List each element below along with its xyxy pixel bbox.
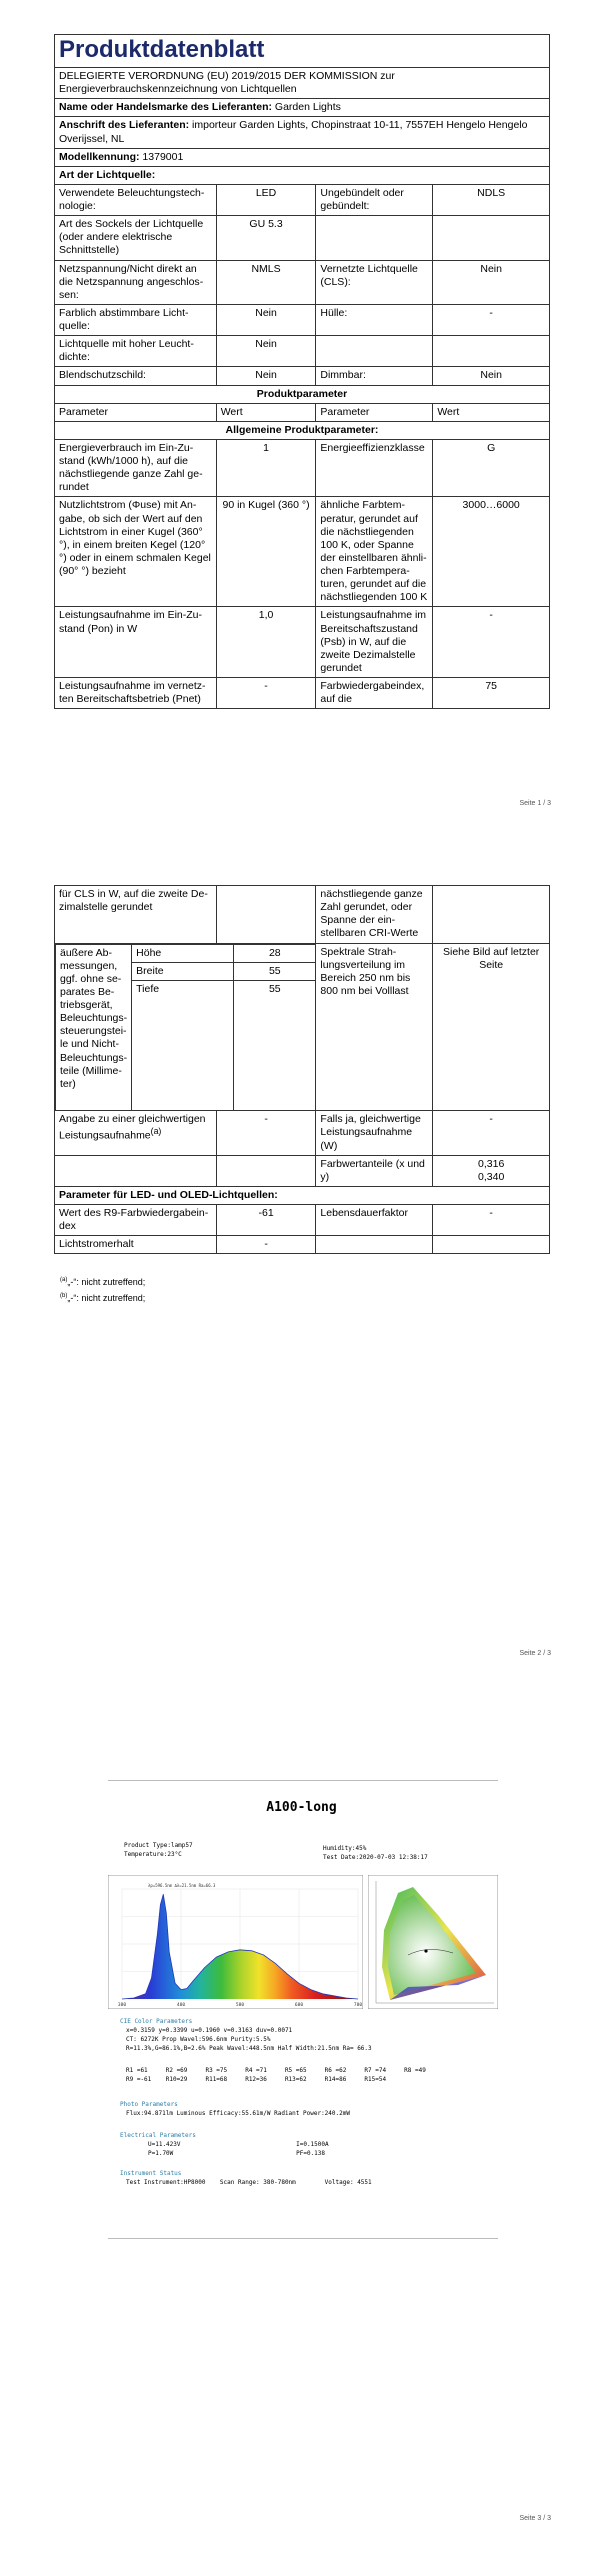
type-value: LED <box>216 184 316 215</box>
param-row <box>55 607 550 678</box>
general-params-header: Allgemeine Produktparameter: <box>55 421 550 439</box>
x-tick-label: 580 <box>235 2003 245 2008</box>
page-number: Seite 3 / 3 <box>519 2515 551 2522</box>
address-row <box>55 117 550 148</box>
footnote-b-mark: (b) <box>60 1293 68 1299</box>
type-label: Blendschutzschild: <box>55 367 217 385</box>
equiv-label-cell <box>55 1111 217 1155</box>
type-value-2 <box>433 216 550 260</box>
footnote-a: $^{(a)}$„-“: nicht zutreffend; <box>60 1277 146 1287</box>
x-tick-label: 780 <box>353 2003 363 2008</box>
cie-line-3: R=11.3%,G=86.1%,B=2.6% Peak Wavel:448.5nm Half Width:21.5nm Ra= 66.3 <box>126 2045 372 2052</box>
equiv2-label: Falls ja, gleichwertige Leistungsaufnahme (W) <box>316 1111 433 1155</box>
photo-line: Flux:94.871lm Luminous Efficacy:55.61m/W Radiant Power:240.2mW <box>126 2110 350 2117</box>
type-label-2: Dimmbar: <box>316 367 433 385</box>
document-title: Produktdatenblatt <box>55 35 550 68</box>
dimensions-row <box>55 943 550 1111</box>
param-value: 1 <box>216 439 316 497</box>
type-value: Nein <box>216 367 316 385</box>
equiv-value: - <box>216 1111 316 1155</box>
type-row <box>55 216 550 260</box>
type-row <box>55 336 550 367</box>
r9-label: Wert des R9-Farbwiedergabeindex <box>55 1205 217 1236</box>
temperature: Temperature:23°C <box>124 1851 182 1858</box>
cie-line-1: x=0.3159 y=0.3399 u=0.1960 v=0.3163 duv=0.0071 <box>126 2027 293 2034</box>
param-label-2: ähnliche Farbtemperatur, gerundet auf die nächstliegenden 100 K, oder Spanne der einstellbaren ähnlichen Farbtemperaturen, gerundet auf die nächstliegenden 100 K <box>316 497 433 607</box>
supplier-name-label: Name oder Handelsmarke des Lieferanten: <box>59 101 272 114</box>
color-label: Farbwertanteile (x und y) <box>316 1155 433 1186</box>
cont-label: für CLS in W, auf die zweite Dezimalstelle gerundet <box>55 886 217 944</box>
r-values-row-2: R9 =-61 R10=29 R11=68 R12=36 R13=62 R14=86 R15=54 <box>126 2076 387 2083</box>
param-value-2: 75 <box>433 678 550 709</box>
continued-row <box>55 886 550 944</box>
r9-row <box>55 1205 550 1236</box>
product-params-header: Produktparameter <box>55 385 550 403</box>
param-label: Leistungsaufnahme im Ein-Zustand (Pon) in W <box>55 607 217 678</box>
page-3 <box>0 1700 603 2560</box>
dim-name: Breite <box>132 962 234 980</box>
param-row <box>55 678 550 709</box>
inst-header: Instrument Status <box>120 2170 182 2177</box>
spectrum-note: λp=596.5nm Δλ=21.5nm Ra=66.3 <box>148 1883 216 1888</box>
type-label: Verwendete Beleuchtungstechnologie: <box>55 184 217 215</box>
type-label-2: Vernetzte Lichtquelle (CLS): <box>316 260 433 304</box>
cie-header: CIE Color Parameters <box>120 2018 193 2025</box>
equivalent-row <box>55 1111 550 1155</box>
address-value: importeur Garden Lights, Chopinstraat 10-11, 7557EH Hengelo Hengelo Overijssel, NL <box>59 119 528 145</box>
param-row <box>55 439 550 497</box>
spectral-label: Spektrale Strahlungsverteilung im Bereich 250 nm bis 800 nm bei Volllast <box>316 943 433 1111</box>
supplier-name-value: Garden Lights <box>274 101 341 114</box>
type-label-2: Hülle: <box>316 304 433 335</box>
param-value: 1,0 <box>216 607 316 678</box>
dim-value: 55 <box>234 980 316 1110</box>
equiv2-value: - <box>433 1111 550 1155</box>
r-values-row-1: R1 =61 R2 =69 R3 =75 R4 =71 R5 =65 R6 =62 R7 =74 R8 =49 <box>126 2067 426 2074</box>
model-value: 1379001 <box>142 150 184 163</box>
param-value: - <box>216 678 316 709</box>
dim-name: Tiefe <box>132 980 234 1110</box>
type-row <box>55 260 550 304</box>
col-param-header: Parameter <box>55 403 217 421</box>
param-value-2: - <box>433 607 550 678</box>
model-row <box>55 148 550 166</box>
maintenance-row <box>55 1236 550 1254</box>
footnote-a-mark: (a) <box>60 1277 68 1283</box>
maint-label: Lichtstromerhalt <box>55 1236 217 1254</box>
life-value: - <box>433 1205 550 1236</box>
elec-header: Electrical Parameters <box>120 2132 196 2139</box>
type-label-2: Ungebündelt oder gebündelt: <box>316 184 433 215</box>
spectral-value: Siehe Bild auf letzter Seite <box>433 943 550 1111</box>
dim-value: 28 <box>234 944 316 962</box>
type-label-2 <box>316 216 433 260</box>
datasheet-table-1 <box>54 34 550 709</box>
param-label-2: Leistungsaufnahme im Bereitschaftszustand (Psb) in W, auf die zweite Dezimalstelle gerundet <box>316 607 433 678</box>
outer-dimensions-label: äußere Abmessungen, ggf. ohne separates Betriebsgerät, Beleuchtungssteuerungsteile und Nicht-Beleuchtungsteile (Millimeter) <box>56 944 132 1110</box>
page-2 <box>0 855 603 1685</box>
type-label: Lichtquelle mit hoher Leuchtdichte: <box>55 336 217 367</box>
param-value: 90 in Kugel (360 °) <box>216 497 316 607</box>
type-value-2 <box>433 336 550 367</box>
humidity: Humidity:45% <box>323 1845 367 1852</box>
cie-line-2: CT: 6272K Prop Wavel:596.6nm Purity:5.5% <box>126 2036 271 2043</box>
equiv-label: Angabe zu einer gleichwertigen Leistungsaufnahme <box>59 1113 206 1142</box>
type-value: GU 5.3 <box>216 216 316 260</box>
type-row <box>55 304 550 335</box>
cont-label-2: nächstliegende ganze Zahl gerundet, oder Spanne der einstellbaren CRI-Werte <box>316 886 433 944</box>
type-label: Netzspannung/Nicht direkt an die Netzspannung angeschlossen: <box>55 260 217 304</box>
type-label-2 <box>316 336 433 367</box>
color-value-cell <box>433 1155 550 1186</box>
dimensions-table <box>55 944 315 1111</box>
dim-value: 55 <box>234 962 316 980</box>
footnote-b: $^{(b)}$„-“: nicht zutreffend; <box>60 1293 146 1303</box>
supplier-name-row <box>55 99 550 117</box>
param-label: Nutzlichtstrom (Φuse) mit Angabe, ob sich der Wert auf den Lichtstrom in einer Kugel (360° °), in einem breiten Kegel (120° °) oder in einem schmalen Kegel (90° °) bezieht <box>55 497 217 607</box>
param-row <box>55 497 550 607</box>
type-row <box>55 184 550 215</box>
color-value-y: 0,340 <box>478 1170 505 1183</box>
regulation-text: DELEGIERTE VERORDNUNG (EU) 2019/2015 DER KOMMISSION zur Energieverbrauchskennzeichnung von Lichtquellen <box>55 68 550 99</box>
param-value-2: G <box>433 439 550 497</box>
column-header-row <box>55 403 550 421</box>
report-title: A100-long <box>266 1800 337 1815</box>
col-param-header: Parameter <box>316 403 433 421</box>
life-label: Lebensdauerfaktor <box>316 1205 433 1236</box>
color-row <box>55 1155 550 1186</box>
param-label: Leistungsaufnahme im vernetzten Bereitschaftsbetrieb (Pnet) <box>55 678 217 709</box>
photo-header: Photo Parameters <box>120 2101 178 2108</box>
product-type: Product Type:lamp57 <box>124 1842 193 1849</box>
type-value-2: Nein <box>433 260 550 304</box>
address-label: Anschrift des Lieferanten: <box>59 119 190 132</box>
param-label-2: Farbwiedergabeindex, auf die <box>316 678 433 709</box>
measured-point <box>424 1949 427 1952</box>
dim-name: Höhe <box>132 944 234 962</box>
type-value: Nein <box>216 304 316 335</box>
elec-line-1: U=11.423V I=0.1500A <box>148 2141 329 2148</box>
page-number: Seite 1 / 3 <box>519 800 551 807</box>
x-tick-label: 680 <box>294 2003 304 2008</box>
type-value-2: Nein <box>433 367 550 385</box>
elec-line-2: P=1.70W PF=0.138 <box>148 2150 326 2157</box>
datasheet-table-2 <box>54 885 550 1254</box>
model-label: Modellkennung: <box>59 150 140 163</box>
x-tick-label: 480 <box>176 2003 186 2008</box>
equiv-footnote-mark: (a) <box>150 1126 162 1137</box>
param-label: Energieverbrauch im Ein-Zustand (kWh/1000 h), auf die nächstliegende ganze Zahl gerundet <box>55 439 217 497</box>
spectrum-chart <box>108 1875 363 2009</box>
col-value-header: Wert <box>433 403 550 421</box>
param-value-2: 3000…6000 <box>433 497 550 607</box>
maint-value: - <box>216 1236 316 1254</box>
page-1 <box>0 0 603 820</box>
type-value: Nein <box>216 336 316 367</box>
led-params-header: Parameter für LED- und OLED-Lichtquellen: <box>55 1186 550 1204</box>
x-tick-label: 380 <box>117 2003 127 2008</box>
type-label: Farblich abstimmbare Lichtquelle: <box>55 304 217 335</box>
cie-diagram <box>368 1875 498 2009</box>
test-date: Test Date:2020-07-03 12:38:17 <box>323 1854 428 1861</box>
r9-value: -61 <box>216 1205 316 1236</box>
type-label: Art des Sockels der Lichtquelle (oder andere elektrische Schnittstelle) <box>55 216 217 260</box>
page-number: Seite 2 / 3 <box>519 1650 551 1657</box>
param-label-2: Energieeffizienzklasse <box>316 439 433 497</box>
type-value-2: NDLS <box>433 184 550 215</box>
divider <box>108 2238 498 2239</box>
divider <box>108 1780 498 1781</box>
color-value-x: 0,316 <box>478 1157 505 1170</box>
inst-line: Test Instrument:HP8000 Scan Range: 380-780nm Voltage: 4551 <box>126 2179 372 2186</box>
type-header: Art der Lichtquelle: <box>55 166 550 184</box>
type-value-2: - <box>433 304 550 335</box>
type-row <box>55 367 550 385</box>
type-value: NMLS <box>216 260 316 304</box>
col-value-header: Wert <box>216 403 316 421</box>
